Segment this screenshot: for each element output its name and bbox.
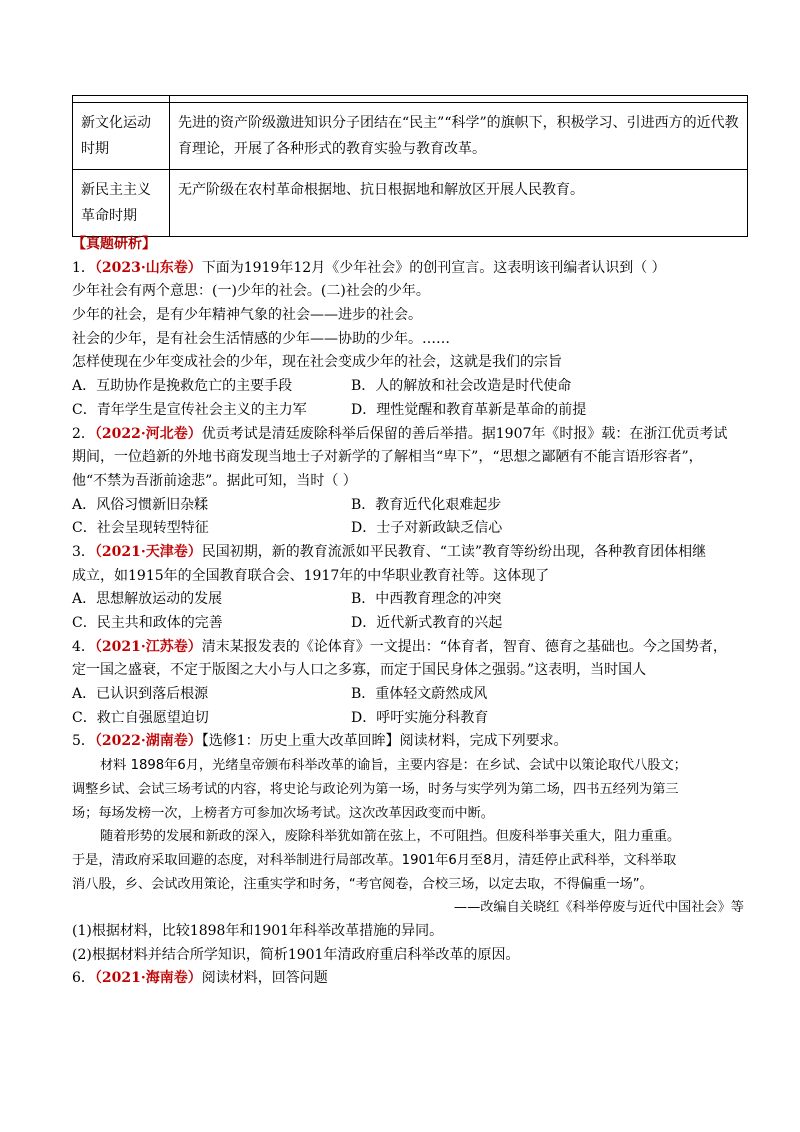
question-2-options-row [72, 517, 752, 541]
table-header-row [73, 96, 748, 103]
question-2-options-row [72, 494, 752, 518]
material-text: 材料 1898年6月，光绪皇帝颁布科举改革的谕旨，主要内容是：在乡试、会试中以策论取代八股文； [100, 758, 687, 774]
question-4-stem-cont: 定一国之盛衰，不定于版图之大小与人口之多寡，而定于国民身体之强弱。”这表明，当时国人 [72, 662, 647, 679]
question-3-options-row [72, 588, 752, 612]
question-source: （2022·湖南卷） [94, 733, 202, 750]
question-5-requirement-2: (2)根据材料并结合所学知识，简析1901年清政府重启科举改革的原因。 [72, 946, 520, 963]
section-title: 【真题研析】 [72, 236, 156, 252]
question-list [72, 233, 752, 991]
question-source: （2022·河北卷） [94, 425, 202, 442]
option-a[interactable]: A．风俗习惯新旧杂糅 [72, 496, 209, 513]
question-source: （2021·天津卷） [94, 543, 202, 560]
question-5-stem: 5．（2022·湖南卷）【选修1：历史上重大改革回眸】阅读材料，完成下列要求。 [72, 733, 568, 750]
question-4-stem: 4．（2021·江苏卷）清末某报发表的《论体育》一文提出：“体育者，智育、德育之基础也。今之国势者， [72, 638, 727, 655]
table-cell-description: 先进的资产阶级激进知识分子团结在“民主”“科学”的旗帜下，积极学习、引进西方的近代教育理论，开展了各种形式的教育实验与教育改革。 [170, 103, 748, 170]
material-text: 调整乡试、会试三场考试的内容，将史论与政论列为第一场，时务与实学列为第二场，四书五经列为第三 [72, 781, 679, 797]
table-cell-period: 新民主主义革命时期 [73, 170, 170, 237]
question-2-stem-cont: 期间，一位趋新的外地书商发现当地士子对新学的了解相当“卑下”，“思想之鄙陋有不能言语形容者”， [72, 449, 703, 466]
table-cell-period: 新文化运动时期 [73, 103, 170, 170]
material-text: 场；每场发榜一次，上榜者方可参加次场考试。这次改革因政变而中断。 [72, 805, 494, 821]
material-text: 消八股，乡、会试改用策论，注重实学和时务，“考官阅卷，合校三场，以定去取，不得偏重一场”。 [72, 876, 653, 892]
option-c[interactable]: C．民主共和政体的完善 [72, 615, 223, 631]
material-text: 随着形势的发展和新政的深入，废除科举犹如箭在弦上，不可阻挡。但废科举事关重大，阻力重重。 [100, 829, 681, 845]
question-3-stem-cont: 成立，如1915年的全国教育联合会、1917年的中华职业教育社等。这体现了 [72, 567, 550, 584]
table-cell-description: 无产阶级在农村革命根据地、抗日根据地和解放区开展人民教育。 [170, 170, 748, 237]
education-period-table [72, 95, 748, 237]
option-d[interactable]: D．理性觉醒和教育革新是革命的前提 [351, 401, 587, 418]
option-b[interactable]: B．人的解放和社会改造是时代使命 [351, 378, 572, 395]
option-a[interactable]: A．已认识到落后根源 [72, 686, 209, 703]
question-1-quote: 怎样使现在少年变成社会的少年，现在社会变成少年的社会，这就是我们的宗旨 [72, 354, 562, 371]
question-1-options-row [72, 375, 752, 399]
option-b[interactable]: B．重体轻文蔚然成风 [351, 686, 488, 703]
question-2-stem: 2．（2022·河北卷）优贡考试是清廷废除科举后保留的善后举措。据1907年《时报》载：在浙江优贡考试 [72, 425, 728, 442]
question-6-stem: 6．（2021·海南卷）阅读材料，回答问题 [72, 970, 328, 987]
question-5-requirement-1: (1)根据材料，比较1898年和1901年科举改革措施的异同。 [72, 922, 444, 939]
question-1-quote: 少年社会有两个意思：(一)少年的社会。(二)社会的少年。 [72, 283, 430, 300]
option-d[interactable]: D．士子对新政缺乏信心 [351, 520, 503, 537]
option-b[interactable]: B．中西教育理念的冲突 [351, 591, 502, 608]
question-2-stem-cont: 他“不禁为吾浙前途悲”。据此可知，当时（ ） [72, 472, 357, 489]
option-b[interactable]: B．教育近代化艰难起步 [351, 496, 502, 513]
question-1-stem: 1．（2023·山东卷）下面为1919年12月《少年社会》的创刊宣言。这表明该刊编者认识到（ ） [72, 259, 666, 276]
option-c[interactable]: C．社会呈现转型特征 [72, 520, 209, 537]
question-1-quote: 社会的少年，是有社会生活情感的少年——协助的少年。…… [72, 330, 450, 347]
question-1-quote: 少年的社会，是有少年精神气象的社会——进步的社会。 [72, 307, 422, 324]
question-source: （2021·海南卷） [94, 970, 202, 987]
question-source: （2021·江苏卷） [94, 638, 202, 655]
question-4-options-row [72, 707, 752, 731]
material-text: 于是，清政府采取回避的态度，对科举制进行局部改革。1901年6月至8月，清廷停止武科举，文科举取 [72, 852, 677, 868]
question-3-stem: 3．（2021·天津卷）民国初期，新的教育流派如平民教育、“工读”教育等纷纷出现，各种教育团体相继 [72, 543, 707, 560]
question-4-options-row [72, 683, 752, 707]
option-c[interactable]: C．青年学生是宣传社会主义的主力军 [72, 401, 307, 418]
option-d[interactable]: D．近代新式教育的兴起 [351, 615, 503, 631]
table-row [73, 170, 748, 237]
question-1-options-row [72, 399, 752, 423]
question-3-options-row [72, 612, 752, 636]
table-row [73, 103, 748, 170]
option-a[interactable]: A．互助协作是挽救危亡的主要手段 [72, 378, 293, 395]
option-c[interactable]: C．救亡自强愿望迫切 [72, 709, 209, 726]
question-source: （2023·山东卷） [94, 259, 202, 276]
material-citation: ——改编自关晓红《科举停废与近代中国社会》等 [453, 900, 744, 916]
option-a[interactable]: A．思想解放运动的发展 [72, 591, 223, 608]
option-d[interactable]: D．呼吁实施分科教育 [351, 709, 489, 726]
